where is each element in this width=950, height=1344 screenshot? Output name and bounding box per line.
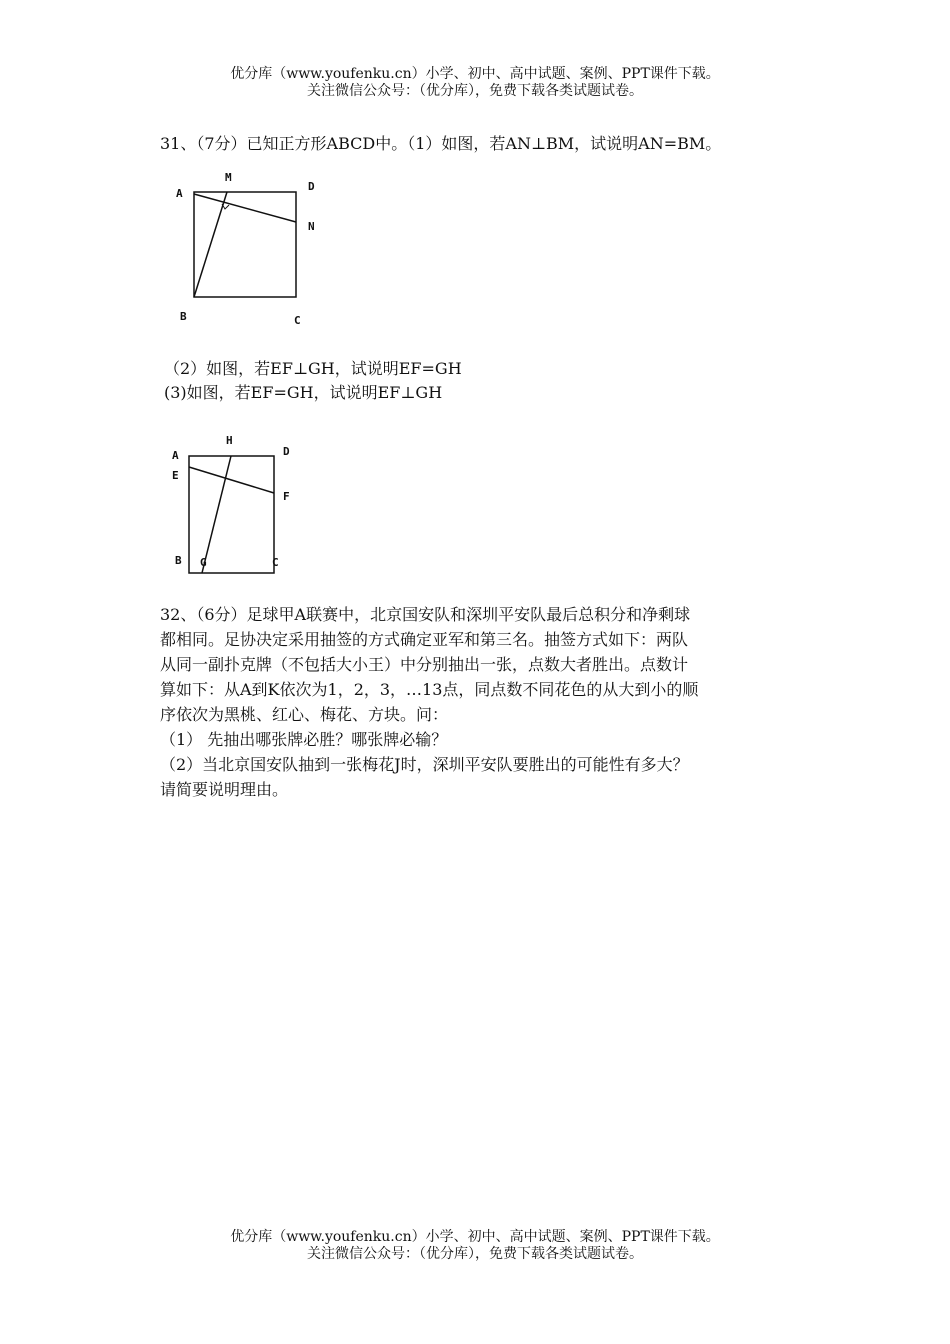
segment-an: [194, 194, 296, 222]
q32-line: 请简要说明理由。: [160, 780, 289, 799]
segment-bm: [194, 192, 227, 297]
header-line-2: 关注微信公众号：（优分库），免费下载各类试题试卷。: [307, 83, 643, 99]
label-g: G: [200, 556, 207, 569]
q32-line: 32、（6分）足球甲A联赛中，北京国安队和深圳平安队最后总积分和净剩球: [160, 605, 691, 624]
label-n: N: [308, 220, 315, 233]
label-m: M: [225, 171, 232, 184]
q31-part-3: (3)如图，若EF=GH，试说明EF⊥GH: [164, 383, 443, 402]
label-a: A: [176, 187, 183, 200]
q31-part-2: （2）如图，若EF⊥GH，试说明EF=GH: [164, 359, 462, 378]
label-d: D: [283, 445, 290, 458]
header-line-1: 优分库（www.youfenku.cn）小学、初中、高中试题、案例、PPT课件下载。: [230, 66, 720, 82]
footer-line-1: 优分库（www.youfenku.cn）小学、初中、高中试题、案例、PPT课件下载。: [230, 1229, 720, 1245]
q31-stem: 31、（7分）已知正方形ABCD中。（1）如图，若AN⊥BM，试说明AN=BM。: [160, 134, 722, 153]
label-c: C: [294, 314, 301, 327]
page-header: [0, 66, 950, 100]
q32-line: 算如下：从A到K依次为1，2，3，…13点，同点数不同花色的从大到小的顺: [160, 680, 699, 699]
label-b: B: [180, 310, 187, 323]
label-b: B: [175, 554, 182, 567]
page-footer: [0, 1229, 950, 1263]
label-h: H: [226, 434, 233, 447]
figure-1-square-abcd: [170, 168, 330, 333]
label-d: D: [308, 180, 315, 193]
label-c: C: [272, 556, 279, 569]
q32-line: 从同一副扑克牌（不包括大小王）中分别抽出一张，点数大者胜出。点数计: [160, 655, 689, 674]
label-f: F: [283, 490, 290, 503]
label-e: E: [172, 469, 179, 482]
label-a: A: [172, 449, 179, 462]
figure-2-square-abcd: [165, 430, 310, 575]
segment-ef: [189, 467, 274, 493]
footer-line-2: 关注微信公众号：（优分库），免费下载各类试题试卷。: [307, 1246, 643, 1262]
q32-part-2: （2）当北京国安队抽到一张梅花J时，深圳平安队要胜出的可能性有多大？: [160, 755, 689, 774]
q32-part-1: （1） 先抽出哪张牌必胜？哪张牌必输？: [160, 730, 448, 749]
q32-line: 序依次为黑桃、红心、梅花、方块。问：: [160, 705, 449, 724]
q32-line: 都相同。足协决定采用抽签的方式确定亚军和第三名。抽签方式如下：两队: [160, 630, 689, 649]
